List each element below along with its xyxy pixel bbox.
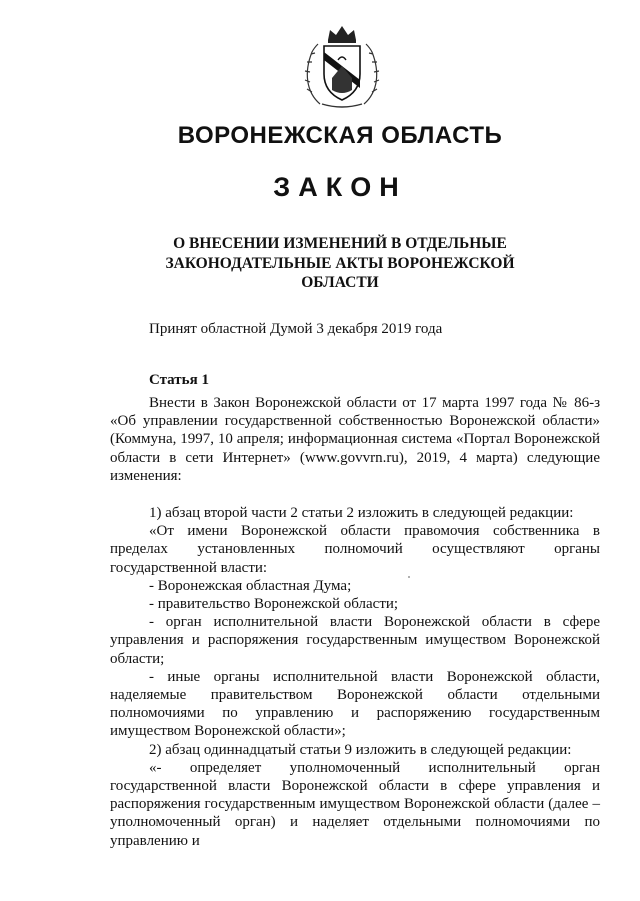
article-body xyxy=(110,394,600,850)
adoption-date: Принят областной Думой 3 декабря 2019 года xyxy=(149,321,443,337)
law-title-line: ОБЛАСТИ xyxy=(301,274,379,291)
article-intro: Внести в Закон Воронежской области от 17 марта 1997 года № 86-з «Об управлении государственной собственностью Воронежской области» (Коммуна, 1997, 10 апреля; информационная система «Портал Воронежской области в сети Интернет» (www.govvrn.ru), 2019, 4 марта) следующие изменения: xyxy=(110,395,600,484)
law-title xyxy=(150,234,530,293)
list-item: - иные органы исполнительной власти Воронежской области, наделяемые правительством Воронежской области отдельными полномочиями по управлению и распоряжению государственным имуществом Воронежской области»; xyxy=(110,668,600,740)
law-title-line: ЗАКОНОДАТЕЛЬНЫЕ АКТЫ ВОРОНЕЖСКОЙ xyxy=(165,254,515,272)
article-heading: Статья 1 xyxy=(149,372,209,388)
scan-speck xyxy=(408,576,410,578)
document-type: ЗАКОН xyxy=(273,172,407,202)
coat-of-arms-icon xyxy=(298,22,386,110)
list-item: - Воронежская областная Дума; xyxy=(149,577,352,594)
region-name: ВОРОНЕЖСКАЯ ОБЛАСТЬ xyxy=(177,122,503,149)
list-item: - орган исполнительной власти Воронежской области в сфере управления и распоряжения государственным имуществом Воронежской области; xyxy=(110,614,600,667)
quoted-paragraph: «- определяет уполномоченный исполнительный орган государственной власти Воронежской области в сфере управления и распоряжения государственным имуществом Воронежской области (далее – уполномоченный орган) и наделяет отдельными полномочиями по управлению и xyxy=(110,759,600,849)
quoted-paragraph: «От имени Воронежской области правомочия собственника в пределах установленных полномочий осуществляют органы государственной власти: xyxy=(110,523,600,576)
list-item: - правительство Воронежской области; xyxy=(149,596,399,613)
law-title-line: О ВНЕСЕНИИ ИЗМЕНЕНИЙ В ОТДЕЛЬНЫЕ xyxy=(173,235,507,252)
amendment-item-1: 1) абзац второй части 2 статьи 2 изложить в следующей редакции: xyxy=(149,505,574,522)
amendment-item-2: 2) абзац одиннадцатый статьи 9 изложить в следующей редакции: xyxy=(149,741,572,758)
